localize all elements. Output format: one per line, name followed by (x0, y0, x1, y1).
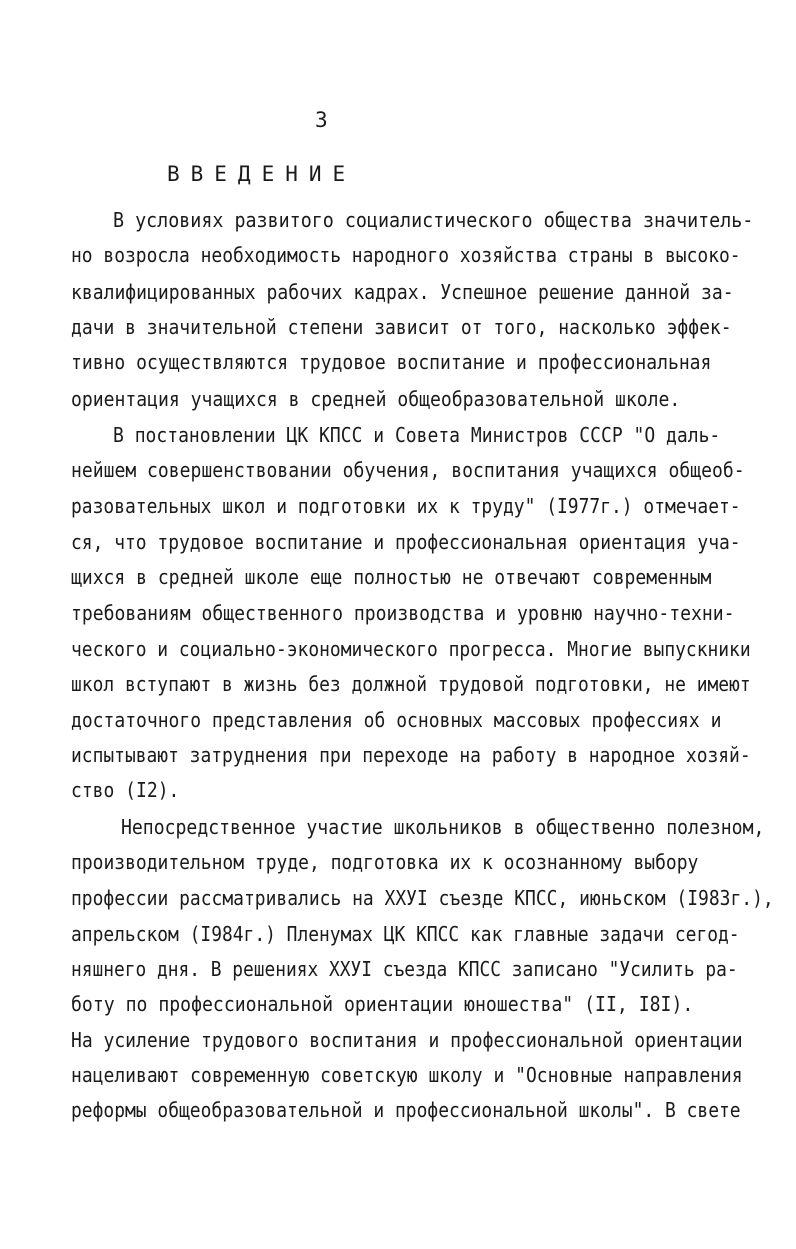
text-line: ся, что трудовое воспитание и профессиональная ориентация уча- (71, 530, 741, 554)
text-line: Непосредственное участие школьников в общественно полезном, (121, 815, 765, 839)
text-line: школ вступают в жизнь без должной трудовой подготовки, не имеют (71, 672, 751, 696)
section-heading: ВВЕДЕНИЕ (167, 162, 357, 186)
text-line: профессии рассматривались на XXУI съезде КПСС, июньском (I983г.), (71, 886, 774, 910)
text-line: испытывают затруднения при переходе на работу в народное хозяй- (71, 743, 751, 767)
text-line: дачи в значительной степени зависит от того, насколько эффек- (71, 315, 732, 339)
text-line: ориентация учащихся в средней общеобразовательной школе. (71, 387, 681, 411)
text-line: достаточного представления об основных массовых профессиях и (71, 708, 722, 732)
text-line: В постановлении ЦК КПСС и Совета Министров СССР "О даль- (113, 423, 721, 447)
text-line: квалифицированных рабочих кадрах. Успешное решение данной за- (71, 280, 734, 304)
text-line: производительном труде, подготовка их к осознанному выбору (71, 850, 699, 874)
text-line: В условиях развитого социалистического общества значитель- (113, 208, 754, 232)
text-line: ство (I2). (71, 778, 180, 802)
text-line: апрельском (I984г.) Пленумах ЦК КПСС как главные задачи сегод- (71, 922, 740, 946)
text-line: няшнего дня. В решениях XXУI съезда КПСС записано "Усилить ра- (71, 957, 738, 981)
text-line: щихся в средней школе еще полностью не отвечают современным (71, 565, 712, 589)
text-line: требованиям общественного производства и уровню научно-техни- (71, 601, 735, 625)
text-line: На усиление трудового воспитания и профессиональной ориентации (71, 1028, 743, 1052)
text-line: нейшем совершенствовании обучения, воспитания учащихся общеоб- (71, 458, 745, 482)
text-line: нацеливают современную советскую школу и "Основные направления (71, 1063, 743, 1087)
text-line: боту по профессиональной ориентации юношества" (II, I8I). (71, 992, 694, 1016)
text-line: тивно осуществляются трудовое воспитание и профессиональная (71, 350, 712, 374)
page-number: 3 (315, 108, 328, 132)
text-line: ческого и социально-экономического прогресса. Многие выпускники (71, 637, 751, 661)
text-line: разовательных школ и подготовки их к труду" (I977г.) отмечает- (71, 494, 741, 518)
text-line: реформы общеобразовательной и профессиональной школы". В свете (71, 1098, 741, 1122)
text-line: но возросла необходимость народного хозяйства страны в высоко- (71, 243, 741, 267)
